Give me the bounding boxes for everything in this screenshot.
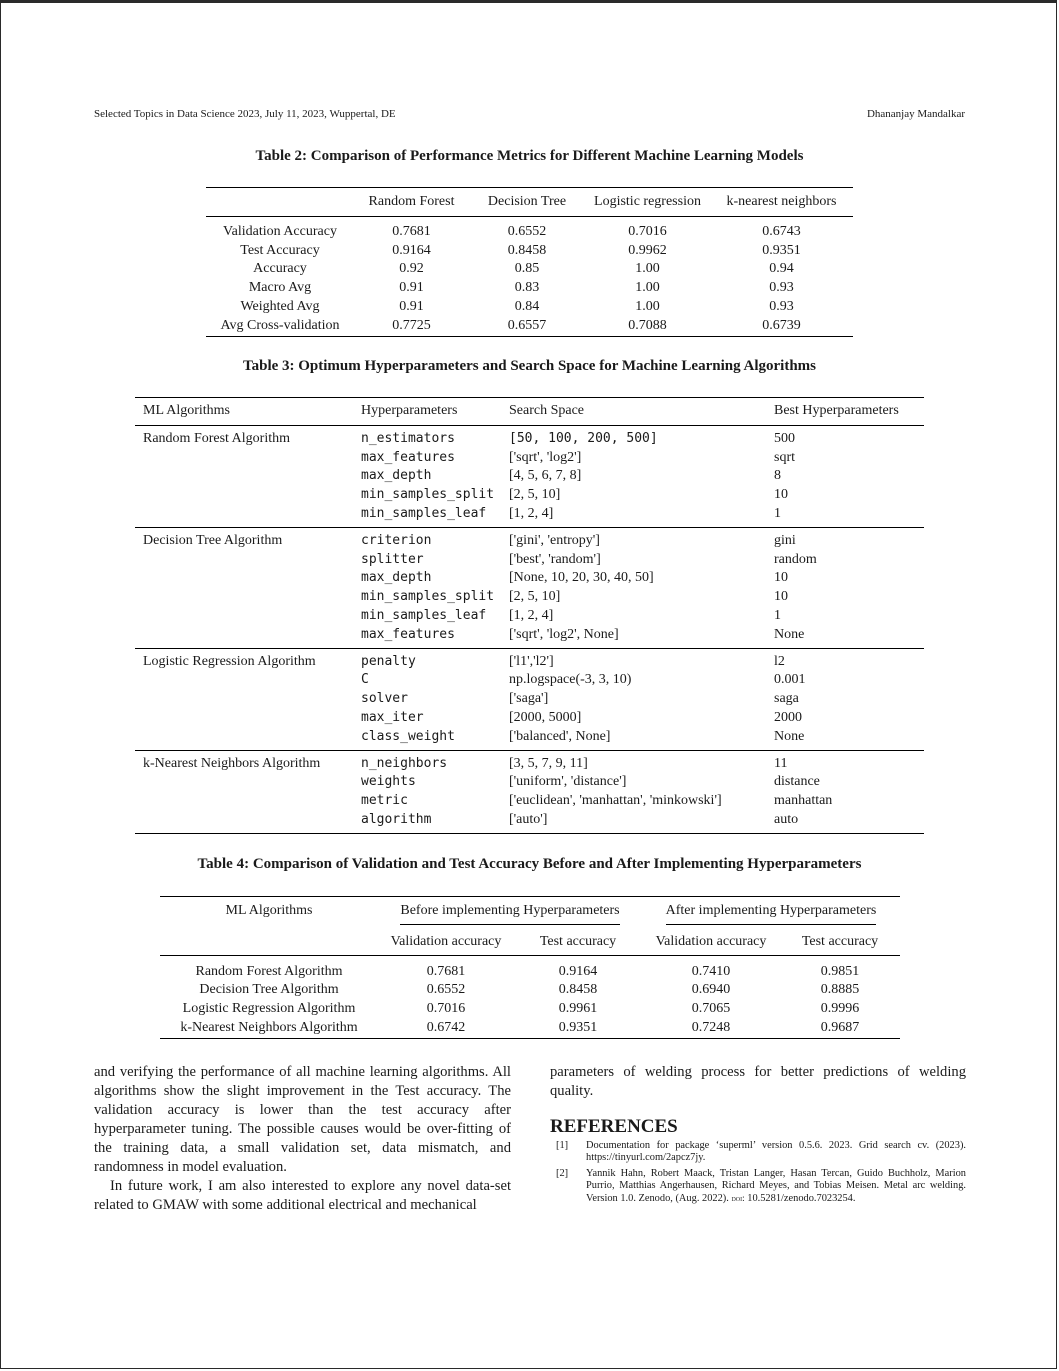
table2-row-label: Weighted Avg <box>240 298 320 314</box>
table4-header-row-1 <box>160 897 900 927</box>
table4-row <box>160 981 900 1000</box>
table3-row <box>135 728 924 750</box>
table3-row <box>135 425 924 448</box>
table3-best-value: auto <box>774 811 799 827</box>
table2-col-0 <box>206 188 354 217</box>
table3-search-space: ['euclidean', 'manhattan', 'minkowski'] <box>509 793 722 809</box>
table4-group-after-label: After implementing Hyperparameters <box>666 902 877 925</box>
table4-row-label: Decision Tree Algorithm <box>199 982 339 998</box>
table3-hyperparameter: max_features <box>361 449 455 465</box>
table4-row <box>160 1000 900 1019</box>
table3-col-3: Best Hyperparameters <box>774 398 924 426</box>
table3-best-value: 1 <box>774 505 924 527</box>
table4-row <box>160 1019 900 1038</box>
table3-row <box>135 690 924 709</box>
references-list <box>550 1140 966 1208</box>
table3-algorithm <box>135 811 361 833</box>
table2-col-2: Decision Tree <box>469 188 585 217</box>
table2-cell: 1.00 <box>635 280 660 296</box>
table4-cell: 0.8885 <box>820 982 860 998</box>
table3-search-space: [None, 10, 20, 30, 40, 50] <box>509 570 654 586</box>
table3-algorithm <box>135 728 361 750</box>
table4-caption: Table 4: Comparison of Validation and Test Accuracy Before and After Implementing Hyperparameters <box>197 856 862 872</box>
table4-cell: 0.6552 <box>426 982 466 998</box>
table3-search-space: [2, 5, 10] <box>509 589 561 605</box>
table2-body <box>206 216 853 336</box>
table3-hyperparameter: metric <box>361 793 408 809</box>
table4-cell: 0.9996 <box>820 1001 860 1017</box>
table4-cell: 0.7016 <box>426 1001 466 1017</box>
table2-cell: 0.94 <box>769 261 794 277</box>
table2 <box>206 187 853 337</box>
reference-text-wrap <box>586 1168 966 1206</box>
table4-group-after <box>642 897 900 927</box>
table3-hyperparameter: min_samples_leaf <box>361 607 487 623</box>
table3-row <box>135 449 924 468</box>
table3-col-2: Search Space <box>509 398 774 426</box>
table3-hyperparameter: n_neighbors <box>361 755 448 771</box>
table3-algorithm: Random Forest Algorithm <box>143 430 290 446</box>
table2-row <box>206 298 853 317</box>
table2-caption: Table 2: Comparison of Performance Metrics for Different Machine Learning Models <box>255 148 804 164</box>
table3-row <box>135 792 924 811</box>
table3-row <box>135 588 924 607</box>
table4-sub-test-after: Test accuracy <box>780 927 900 955</box>
table3-col-0: ML Algorithms <box>135 398 361 426</box>
table3-row <box>135 486 924 505</box>
table3-search-space: ['sqrt', 'log2', None] <box>509 626 774 648</box>
table3-hyperparameter: weights <box>361 774 416 790</box>
table2-cell: 0.8458 <box>507 242 547 258</box>
table3-algorithm <box>135 505 361 527</box>
table3-best-value: l2 <box>774 653 785 669</box>
table2-cell: 0.6743 <box>762 223 801 239</box>
table3-best-value: random <box>774 551 817 567</box>
table3-row <box>135 671 924 690</box>
table3-best-value: None <box>774 626 924 648</box>
table3-algorithm <box>135 607 361 626</box>
table3-best-value: saga <box>774 691 799 707</box>
table3-algorithm <box>135 569 361 588</box>
table3-search-space: [2, 5, 10] <box>509 487 561 503</box>
table3-hyperparameter: max_features <box>361 626 509 648</box>
table2-cell: 0.6739 <box>762 317 801 333</box>
body-left-column <box>94 1063 511 1215</box>
running-header-left: Selected Topics in Data Science 2023, July 11, 2023, Wuppertal, DE <box>94 108 396 120</box>
table3-row <box>135 467 924 486</box>
table2-cell: 0.83 <box>514 280 540 296</box>
table4-cell: 0.7681 <box>426 963 466 979</box>
table2-row-label: Validation Accuracy <box>223 223 337 239</box>
body-right-paragraph-1: parameters of welding process for better predictions of welding quality. <box>550 1064 966 1099</box>
table4-cell: 0.9851 <box>820 963 860 979</box>
table4-row-label: k-Nearest Neighbors Algorithm <box>180 1019 358 1035</box>
table3-row <box>135 626 924 648</box>
table3-algorithm: Decision Tree Algorithm <box>143 532 283 548</box>
reference-item <box>550 1140 966 1165</box>
reference-number: [1] <box>556 1140 569 1151</box>
table3-row <box>135 709 924 728</box>
table3-search-space: ['balanced', None] <box>509 728 774 750</box>
table4-row-label: Logistic Regression Algorithm <box>182 1001 356 1017</box>
table3-algorithm <box>135 690 361 709</box>
table3-search-space: [2000, 5000] <box>509 709 582 725</box>
table4-cell: 0.7248 <box>691 1019 731 1035</box>
table3-algorithm <box>135 588 361 607</box>
table3-best-value: 11 <box>774 755 788 771</box>
table3-row <box>135 527 924 550</box>
running-header-right: Dhananjay Mandalkar <box>866 108 965 120</box>
table3-search-space: ['best', 'random'] <box>509 551 601 567</box>
body-left-paragraph-2: In future work, I am also interested to explore any novel data-set related to GMAW with some additional electrical and mechanical <box>94 1178 511 1213</box>
table3-search-space: [50, 100, 200, 500] <box>509 430 658 446</box>
table2-cell: 0.6557 <box>507 317 547 333</box>
reference-doi-label: doi: <box>731 1193 745 1204</box>
table2-col-1: Random Forest <box>354 188 469 217</box>
table3-best-value: 500 <box>774 430 795 446</box>
table3-search-space: ['auto'] <box>509 811 548 827</box>
table3-row <box>135 607 924 626</box>
table3-search-space: [3, 5, 7, 9, 11] <box>509 755 588 771</box>
table2-cell: 0.7681 <box>392 223 431 239</box>
table3-best-value: 10 <box>774 570 788 586</box>
table3-hyperparameter: criterion <box>361 532 432 548</box>
table3-hyperparameter: min_samples_leaf <box>361 505 509 527</box>
table3-search-space: [1, 2, 4] <box>509 607 554 623</box>
table3-algorithm <box>135 467 361 486</box>
table3-best-value: 10 <box>774 487 788 503</box>
table3-search-space: ['l1','l2'] <box>509 653 554 669</box>
table3-algorithm <box>135 449 361 468</box>
table3-col-1: Hyperparameters <box>361 398 509 426</box>
table3-search-space: [1, 2, 4] <box>509 505 774 527</box>
table2-cell: 0.93 <box>769 298 794 314</box>
table2-cell: 0.7725 <box>392 317 431 333</box>
table3-search-space: ['uniform', 'distance'] <box>509 774 627 790</box>
table3-algorithm <box>135 773 361 792</box>
table4-group-before <box>378 897 642 927</box>
table2-cell: 0.9164 <box>392 242 431 258</box>
table3-best-value: manhattan <box>774 793 833 809</box>
reference-text: Documentation for package ‘superml’ version 0.5.6. 2023. Grid search cv. (2023). https://tinyurl.com/2apcz7jy. <box>586 1140 966 1164</box>
table3-hyperparameter: min_samples_split <box>361 487 495 503</box>
table2-cell: 0.91 <box>399 280 424 296</box>
table2-cell: 0.9962 <box>628 242 667 258</box>
references-heading: REFERENCES <box>550 1116 678 1137</box>
table3-row <box>135 811 924 833</box>
table3-algorithm <box>135 792 361 811</box>
table3-search-space: np.logspace(-3, 3, 10) <box>509 672 632 688</box>
table3-row <box>135 648 924 671</box>
table3-search-space: ['sqrt', 'log2'] <box>509 449 582 465</box>
table2-col-4: k-nearest neighbors <box>710 188 853 217</box>
table3-row <box>135 569 924 588</box>
table2-row-label: Avg Cross-validation <box>220 317 340 333</box>
reference-item <box>550 1168 966 1206</box>
reference-doi[interactable]: 10.5281/zenodo.7023254. <box>747 1193 856 1205</box>
table2-cell: 0.7088 <box>628 317 667 333</box>
table3-hyperparameter: splitter <box>361 551 424 567</box>
table4-sub-test-before: Test accuracy <box>514 927 642 955</box>
table3-best-value: 2000 <box>774 709 802 725</box>
table3-hyperparameter: max_depth <box>361 468 432 484</box>
table3-hyperparameter: penalty <box>361 653 416 669</box>
table4-cell: 0.7410 <box>691 963 731 979</box>
table3-algorithm <box>135 551 361 570</box>
table4-cell: 0.6940 <box>691 982 731 998</box>
table3-best-value: 1 <box>774 607 781 623</box>
table3-row <box>135 773 924 792</box>
table3-hyperparameter: class_weight <box>361 728 509 750</box>
table4 <box>160 896 900 1039</box>
table3-caption: Table 3: Optimum Hyperparameters and Search Space for Machine Learning Algorithms <box>242 358 817 374</box>
table2-col-3: Logistic regression <box>585 188 710 217</box>
reference-text: Yannik Hahn, Robert Maack, Tristan Langer, Hasan Tercan, Guido Buchholz, Marion Purrio, Matthias Angerhausen, Richard Meyes, and Tobias Meisen. Metal arc welding. Version 1.0. Zenodo, (Aug. 2022). <box>586 1167 966 1205</box>
body-left-paragraph-1: and verifying the performance of all machine learning algorithms. All algorithms show the slight improvement in the Test accuracy. The validation accuracy is lower than the test accuracy after hyperparameter tuning. The possible causes would be over-fitting of the training data, a small validation set, data mismatch, and randomness in model evaluation. <box>94 1064 511 1175</box>
table4-cell: 0.9351 <box>558 1019 598 1035</box>
body-right-column <box>550 1063 966 1101</box>
table3 <box>135 397 924 834</box>
table3-algorithm <box>135 486 361 505</box>
table4-sub-val-before: Validation accuracy <box>378 927 514 955</box>
table3-best-value: 0.001 <box>774 672 806 688</box>
table4-body <box>160 955 900 1038</box>
table3-algorithm <box>135 671 361 690</box>
table3-row <box>135 750 924 773</box>
table2-row-label: Test Accuracy <box>240 242 320 258</box>
table2-cell: 0.93 <box>769 280 794 296</box>
table3-hyperparameter: max_iter <box>361 709 424 725</box>
table4-sub-val-after: Validation accuracy <box>642 927 780 955</box>
table2-cell: 0.84 <box>514 298 540 314</box>
table3-algorithm: k-Nearest Neighbors Algorithm <box>143 755 321 771</box>
table2-cell: 0.9351 <box>762 242 801 258</box>
table4-cell: 0.8458 <box>558 982 598 998</box>
table2-cell: 0.7016 <box>628 223 667 239</box>
table3-search-space: ['saga'] <box>509 691 549 707</box>
table2-row <box>206 260 853 279</box>
table2-cell: 0.6552 <box>507 223 547 239</box>
table4-cell: 0.9961 <box>558 1001 598 1017</box>
table4-group-before-label: Before implementing Hyperparameters <box>400 902 619 925</box>
table2-cell: 0.85 <box>514 261 540 277</box>
table2-cell: 0.91 <box>399 298 424 314</box>
table3-body <box>135 425 924 833</box>
table3-algorithm <box>135 626 361 648</box>
table4-row-label: Random Forest Algorithm <box>195 963 343 979</box>
table2-cell: 1.00 <box>635 298 660 314</box>
reference-number: [2] <box>556 1167 569 1179</box>
table3-best-value: gini <box>774 532 796 548</box>
table2-header-row <box>206 188 853 217</box>
table3-search-space: [4, 5, 6, 7, 8] <box>509 468 582 484</box>
table4-cell: 0.6742 <box>426 1019 466 1035</box>
table3-best-value: None <box>774 728 924 750</box>
table2-row <box>206 242 853 261</box>
table2-row <box>206 317 853 336</box>
table3-hyperparameter: solver <box>361 691 408 707</box>
table4-cell: 0.9164 <box>558 963 598 979</box>
table3-best-value: sqrt <box>774 449 795 465</box>
table3-search-space: ['gini', 'entropy'] <box>509 532 600 548</box>
table2-cell: 0.92 <box>399 261 424 277</box>
table3-algorithm: Logistic Regression Algorithm <box>143 653 316 669</box>
table3-hyperparameter: max_depth <box>361 570 432 586</box>
table2-row <box>206 216 853 241</box>
table2-cell: 1.00 <box>635 261 660 277</box>
table4-col-algo: ML Algorithms <box>160 897 378 956</box>
table4-cell: 0.9687 <box>820 1019 860 1035</box>
table4-cell: 0.7065 <box>691 1001 731 1017</box>
table3-algorithm <box>135 709 361 728</box>
table3-hyperparameter: n_estimators <box>361 430 455 446</box>
table3-best-value: distance <box>774 774 820 790</box>
table3-hyperparameter: C <box>361 672 369 688</box>
table3-hyperparameter: algorithm <box>361 811 432 827</box>
table2-row-label: Macro Avg <box>248 280 312 296</box>
table2-row <box>206 279 853 298</box>
table3-hyperparameter: min_samples_split <box>361 589 495 605</box>
table2-row-label: Accuracy <box>253 261 307 277</box>
table3-row <box>135 551 924 570</box>
table3-header-row <box>135 398 924 426</box>
table4-row <box>160 955 900 981</box>
table3-best-value: 10 <box>774 589 788 605</box>
table3-row <box>135 505 924 527</box>
table3-best-value: 8 <box>774 468 781 484</box>
